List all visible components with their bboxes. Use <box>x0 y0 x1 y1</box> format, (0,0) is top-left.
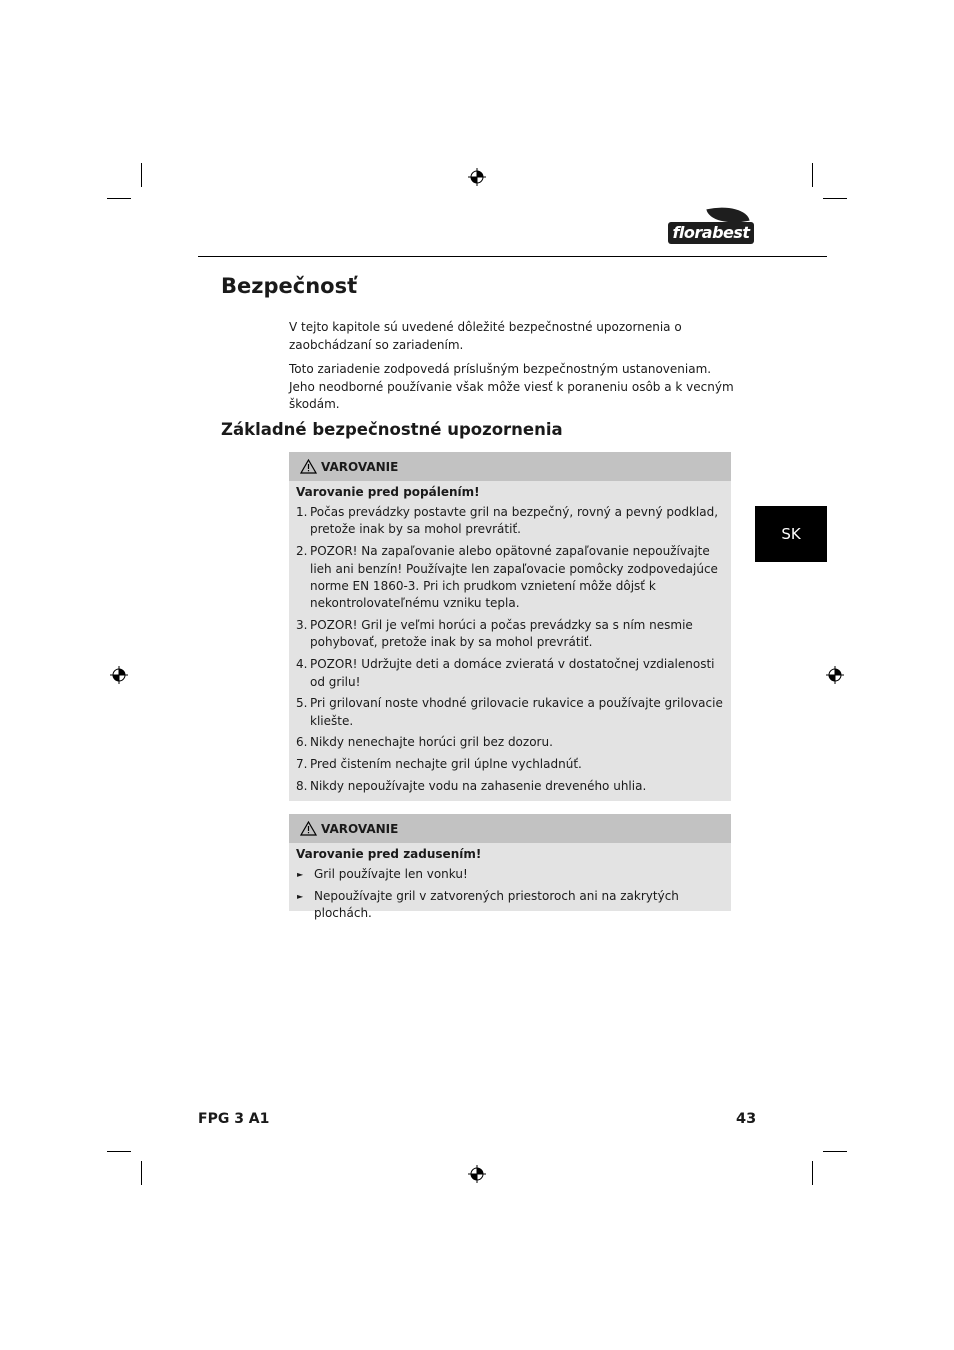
page-number: 43 <box>736 1111 757 1127</box>
list-item-number: 6. <box>296 735 308 750</box>
list-item-text: POZOR! Na zapaľovanie alebo opätovné zapaľovanie nepoužívajte lieh ani benzín! Používajte len zapaľovacie pomôcky zodpovedajúce norme EN 1860-3. Pri ich prudkom vznietení môže dôjsť k nekontrolovateľnému vzniku tepla. <box>310 544 718 611</box>
list-item-text: POZOR! Udržujte deti a domáce zvieratá v dostatočnej vzdialenosti od grilu! <box>310 657 715 689</box>
intro-paragraph <box>289 361 734 414</box>
list-item <box>289 617 731 652</box>
intro-paragraph: V tejto kapitole sú uvedené dôležité bezpečnostné upozornenia o zaobchádzaní so zariadením. <box>289 320 682 352</box>
section-title: Základné bezpečnostné upozornenia <box>221 420 563 439</box>
warning-label: VAROVANIE <box>321 459 399 474</box>
list-item-text: Pred čistením nechajte gril úplne vychladnúť. <box>310 757 582 772</box>
warning-box-burn <box>289 452 731 801</box>
warning-title: Varovanie pred popálením! <box>296 485 480 499</box>
list-item-text: Nepoužívajte gril v zatvorených priestoroch ani na zakrytých plochách. <box>314 888 679 921</box>
list-item-text: POZOR! Gril je veľmi horúci a počas prevádzky sa s ním nesmie pohybovať, pretože inak by sa mohol prevrátiť. <box>310 618 693 650</box>
warning-triangle-icon <box>300 821 317 836</box>
warning-label: VAROVANIE <box>321 821 399 836</box>
warning-title: Varovanie pred zadusením! <box>296 847 482 861</box>
list-item-text: Nikdy nenechajte horúci gril bez dozoru. <box>310 735 553 750</box>
list-item <box>289 695 731 730</box>
list-item <box>289 543 731 613</box>
list-item <box>289 756 731 773</box>
crop-mark <box>107 198 131 199</box>
brand-logo <box>668 205 756 247</box>
warning-list <box>289 866 731 923</box>
warning-list <box>289 504 731 795</box>
page-title: Bezpečnosť <box>221 274 358 298</box>
registration-mark-icon <box>110 666 128 684</box>
warning-header <box>289 452 731 481</box>
footer-model: FPG 3 A1 <box>198 1111 270 1127</box>
crop-mark <box>823 198 847 199</box>
registration-mark-icon <box>468 1165 486 1183</box>
list-item-number: 7. <box>296 757 308 772</box>
crop-mark <box>812 163 813 187</box>
list-item-text: Nikdy nepoužívajte vodu na zahasenie dreveného uhlia. <box>310 778 647 793</box>
list-item <box>289 656 731 691</box>
registration-mark-icon <box>468 168 486 186</box>
list-item-text: Gril používajte len vonku! <box>314 867 468 881</box>
arrow-bullet-icon: ► <box>297 870 304 879</box>
registration-mark-icon <box>826 666 844 684</box>
list-item-text: Pri grilovaní noste vhodné grilovacie rukavice a používajte grilovacie kliešte. <box>310 696 723 728</box>
crop-mark <box>107 1151 131 1152</box>
list-item <box>289 504 731 539</box>
intro-line: Toto zariadenie zodpovedá príslušným bezpečnostným ustanoveniam. <box>289 362 712 376</box>
list-item <box>289 888 731 923</box>
warning-header <box>289 814 731 843</box>
warning-triangle-icon <box>300 459 317 474</box>
list-item-number: 8. <box>296 778 308 793</box>
warning-box-suffocation <box>289 814 731 921</box>
list-item-text: Počas prevádzky postavte gril na bezpečný, rovný a pevný podklad, pretože inak by sa mohol prevrátiť. <box>310 505 719 537</box>
crop-mark <box>812 1161 813 1185</box>
language-tab: SK <box>755 506 827 562</box>
header-rule <box>198 256 827 257</box>
list-item <box>289 866 731 883</box>
crop-mark <box>141 1161 142 1185</box>
list-item-number: 5. <box>296 696 308 711</box>
crop-mark <box>823 1151 847 1152</box>
brand-logo-text: florabest <box>668 222 754 244</box>
arrow-bullet-icon: ► <box>297 891 304 901</box>
list-item-number: 3. <box>296 618 308 633</box>
list-item-number: 1. <box>296 505 308 519</box>
list-item-number: 4. <box>296 657 308 672</box>
list-item-number: 2. <box>296 544 308 559</box>
crop-mark <box>141 163 142 187</box>
intro-line: Jeho neodborné používanie však môže viesť k poraneniu osôb a k vecným škodám. <box>289 379 734 411</box>
list-item <box>289 778 731 795</box>
list-item <box>289 734 731 751</box>
